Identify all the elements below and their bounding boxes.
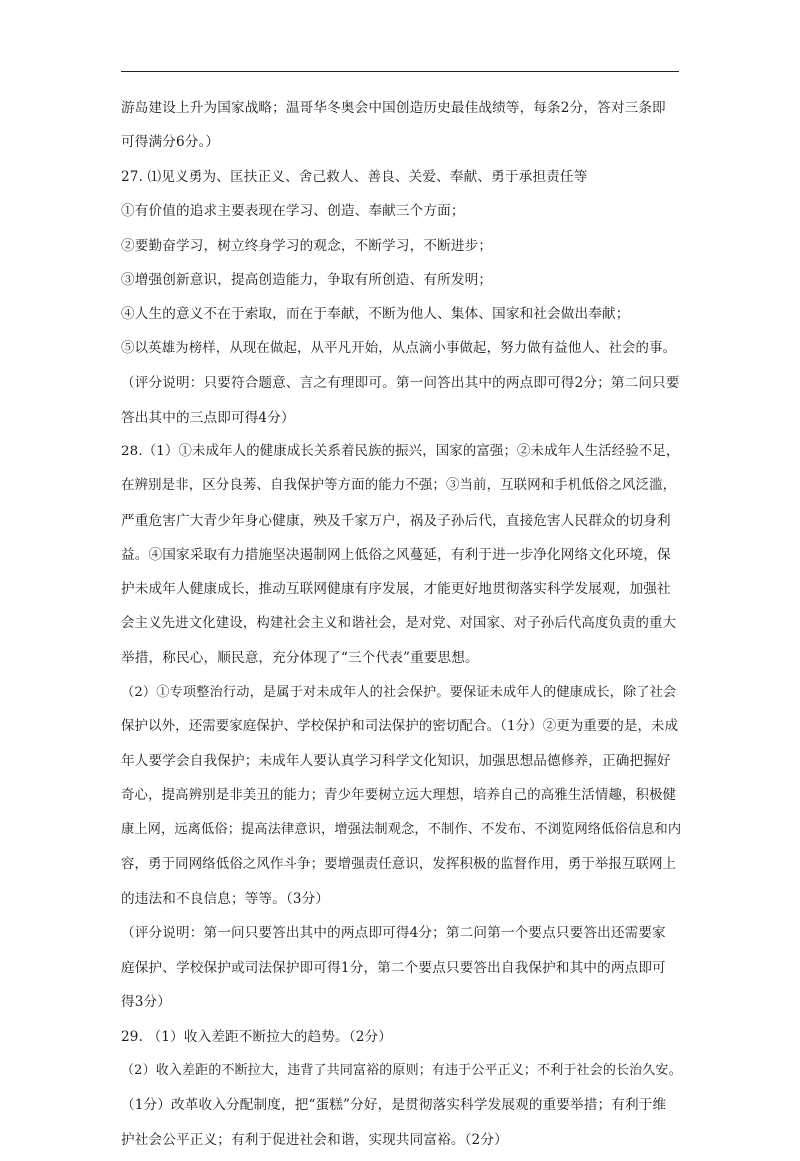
answer-text-body [121, 95, 683, 1161]
text-line: 容，勇于同网络低俗之风作斗争；要增强责任意识，发挥积极的监督作用，勇于举报互联网上 [121, 856, 677, 872]
text-line: 护社会公平正义；有利于促进社会和谐，实现共同富裕。（2分） [121, 1131, 508, 1148]
text-line: （评分说明：第一问只要答出其中的两点即可得4分；第二问第一个要点只要答出还需要家 [121, 925, 666, 942]
text-line: ②要勤奋学习，树立终身学习的观念，不断学习，不断进步； [121, 237, 493, 254]
text-line: 27. ⑴见义勇为、匡扶正义、舍己救人、善良、关爱、奉献、勇于承担责任等 [121, 168, 588, 185]
text-line: 可得满分6分。） [121, 134, 220, 151]
text-line: （评分说明：只要符合题意、言之有理即可。第一问答出其中的两点即可得2分；第二问只要 [121, 375, 680, 392]
text-line: （2）①专项整治行动，是属于对未成年人的社会保护。要保证未成年人的健康成长，除了社会 [121, 684, 677, 700]
text-line: 益。④国家采取有力措施坚决遏制网上低俗之风蔓延，有利于进一步净化网络文化环境，保 [121, 547, 671, 564]
text-line: ④人生的意义不在于索取，而在于奉献，不断为他人、集体、国家和社会做出奉献； [121, 306, 630, 323]
text-line: 得3分） [121, 994, 172, 1011]
text-line: 保护以外，还需要家庭保护、学校保护和司法保护的密切配合。（1分）②更为重要的是，未成 [121, 719, 679, 735]
text-line: 28.（1）①未成年人的健康成长关系着民族的振兴，国家的富强；②未成年人生活经验不足， [121, 443, 680, 459]
text-line: 29. （1）收入差距不断拉大的趋势。（2分） [121, 1028, 392, 1045]
text-line: ①有价值的追求主要表现在学习、创造、奉献三个方面； [121, 203, 465, 220]
text-line: ③增强创新意识，提高创造能力，争取有所创造、有所发明； [121, 271, 493, 288]
text-line: 举措，称民心，顺民意，充分体现了“三个代表”重要思想。 [121, 650, 479, 667]
text-line: 年人要学会自我保护；未成年人要认真学习科学文化知识，加强思想品德修养，正确把握好 [121, 753, 671, 770]
text-line: 游岛建设上升为国家战略；温哥华冬奥会中国创造历史最佳战绩等，每条2分，答对三条即 [121, 100, 666, 116]
text-line: 奇心，提高辨别是非美丑的能力；青少年要树立远大理想，培养自己的高雅生活情趣，积极健 [121, 787, 677, 803]
header-rule [121, 71, 679, 72]
text-line: 庭保护、学校保护或司法保护即可得1分，第二个要点只要答出自我保护和其中的两点即可 [121, 959, 666, 976]
text-line: （2）收入差距的不断拉大，违背了共同富裕的原则；有违于公平正义；不利于社会的长治久安。 [121, 1062, 682, 1078]
text-line: 严重危害广大青少年身心健康，殃及千家万户，祸及子孙后代，直接危害人民群众的切身利 [121, 512, 671, 529]
text-line: 护未成年人健康成长，推动互联网健康有序发展，才能更好地贯彻落实科学发展观，加强社 [121, 581, 671, 598]
text-line: 答出其中的三点即可得4分） [121, 409, 295, 426]
text-line: 在辨别是非，区分良莠、自我保护等方面的能力不强；③当前，互联网和手机低俗之风泛滥， [121, 478, 677, 494]
text-line: ⑤以英雄为榜样，从现在做起，从平凡开始，从点滴小事做起，努力做有益他人、社会的事。 [121, 340, 677, 356]
text-line: 会主义先进文化建设，构建社会主义和谐社会，是对党、对国家、对子孙后代高度负责的重大 [121, 615, 677, 631]
text-line: （1分）改革收入分配制度，把“蛋糕”分好，是贯彻落实科学发展观的重要举措；有利于维 [121, 1097, 667, 1114]
text-line: 的违法和不良信息；等等。（3分） [121, 890, 330, 907]
text-line: 康上网，远离低俗；提高法律意识，增强法制观念，不制作、不发布、不浏览网络低俗信息和内 [121, 822, 682, 838]
